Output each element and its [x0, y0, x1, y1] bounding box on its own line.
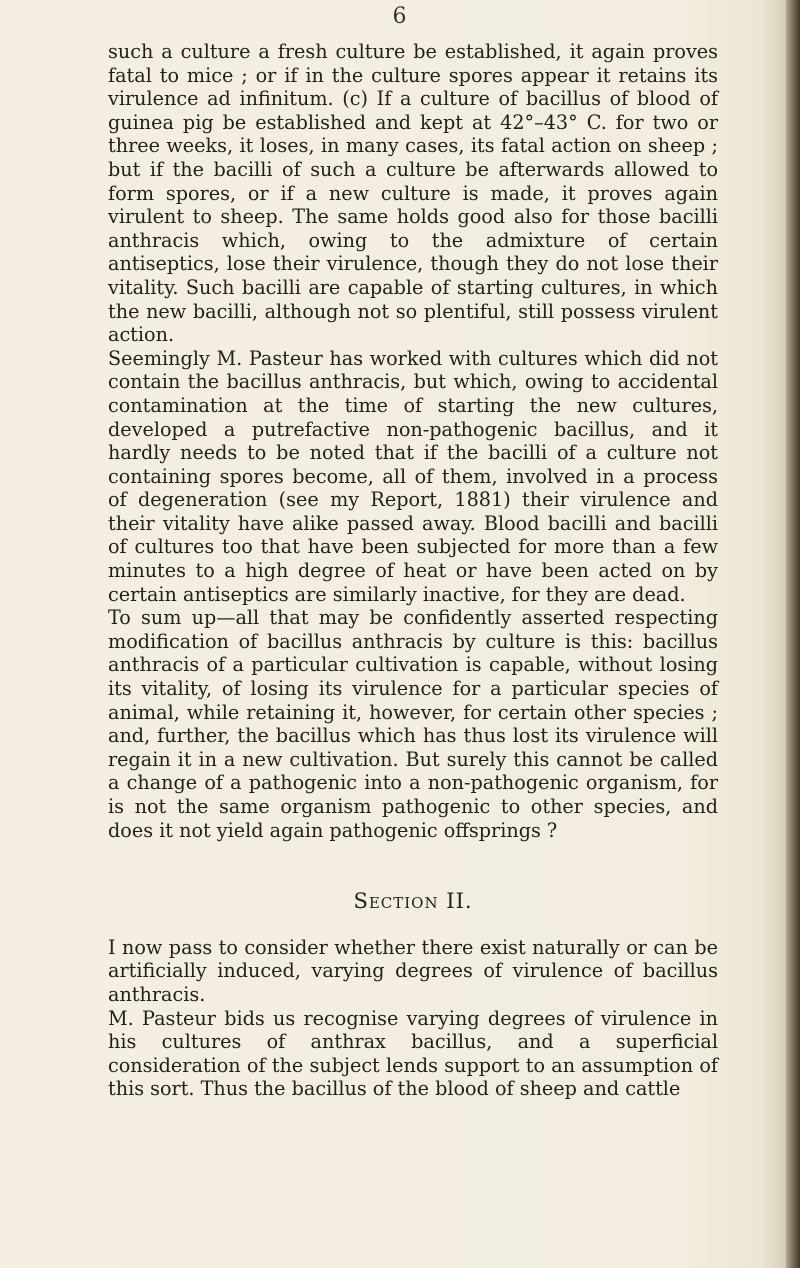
paragraph-2: Seemingly M. Pasteur has worked with cultures which did not contain the bacillus anthracis, but which, owing to accidental contamination at the time of starting the new cultures, developed a putrefactive non-pathogenic bacillus, and it hardly needs to be noted that if the bacilli of a culture not containing spores become, all of them, involved in a process of degeneration (see my Report, 1881) their virulence and their vitality have alike passed away. Blood bacilli and bacilli of cultures too that have been subjected for more than a few minutes to a high degree of heat or have been acted on by certain antiseptics are similarly inactive, for they are dead.	[108, 346, 718, 606]
paragraph-4: I now pass to consider whether there exist naturally or can be artificially induced, varying degrees of virulence of bacillus anthracis.	[108, 935, 718, 1006]
page-edge-shadow	[786, 0, 800, 1268]
paragraph-1: such a culture a fresh culture be established, it again proves fatal to mice ; or if in the culture spores appear it retains its virulence ad infinitum. (c) If a culture of bacillus of blood of guinea pig be established and kept at 42°–43° C. for two or three weeks, it loses, in many cases, its fatal action on sheep ; but if the bacilli of such a culture be afterwards allowed to form spores, or if a new culture is made, it proves again virulent to sheep. The same holds good also for those bacilli anthracis which, owing to the admixture of certain antiseptics, lose their virulence, though they do not lose their vitality. Such bacilli are capable of starting cultures, in which the new bacilli, although not so plentiful, still possess virulent action.	[108, 40, 718, 347]
page-number: 6	[392, 4, 408, 29]
body-text	[108, 40, 718, 1101]
section-heading: Section II.	[353, 889, 473, 914]
paragraph-5: M. Pasteur bids us recognise varying degrees of virulence in his cultures of anthrax bacillus, and a superficial consideration of the subject lends support to an assumption of this sort. Thus the bacillus of the blood of sheep and cattle	[108, 1006, 718, 1101]
paragraph-3: To sum up—all that may be confidently asserted respecting modification of bacillus anthracis by culture is this: bacillus anthracis of a particular cultivation is capable, without losing its vitality, of losing its virulence for a particular species of animal, while retaining it, however, for certain other species ; and, further, the bacillus which has thus lost its virulence will regain it in a new cultivation. But surely this cannot be called a change of a pathogenic into a non-pathogenic organism, for is not the same organism pathogenic to other species, and does it not yield again pathogenic offsprings ?	[108, 606, 718, 842]
